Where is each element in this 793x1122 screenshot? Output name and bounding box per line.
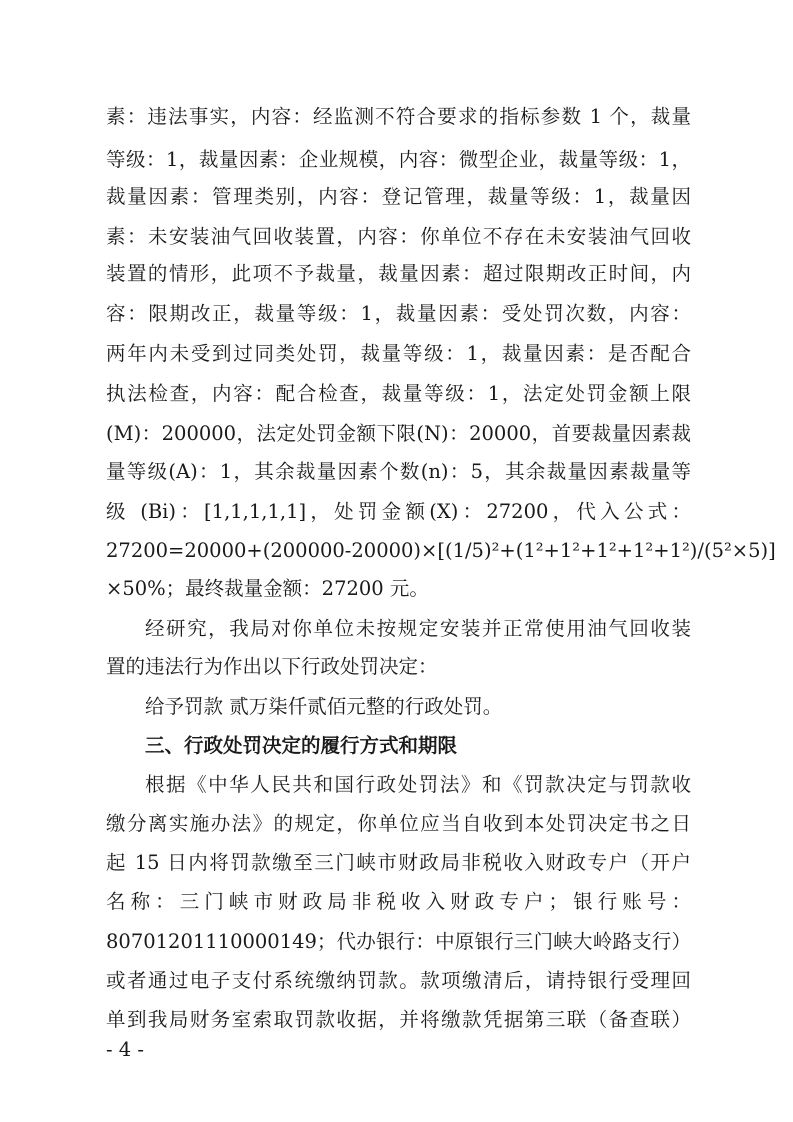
body-line-1: 素：违法事实，内容：经监测不符合要求的指标参数 1 个，裁量	[106, 105, 691, 128]
body-line-21: 名称：三门峡市财政局非税收入财政专户；银行账号：	[106, 890, 691, 913]
body-line-2: 等级：1，裁量因素：企业规模，内容：微型企业，裁量等级：1，	[106, 148, 691, 171]
body-line-4: 素：未安装油气回收装置，内容：你单位不存在未安装油气回收	[106, 225, 691, 248]
body-line-20: 起 15 日内将罚款缴至三门峡市财政局非税收入财政专户（开户	[106, 851, 691, 874]
body-line-23: 或者通过电子支付系统缴纳罚款。款项缴清后，请持银行受理回	[106, 969, 691, 992]
body-line-9: (M)：200000，法定处罚金额下限(N)：20000，首要裁量因素裁	[106, 422, 691, 445]
body-line-19: 缴分离实施办法》的规定，你单位应当自收到本处罚决定书之日	[106, 812, 691, 835]
body-line-18: 根据《中华人民共和国行政处罚法》和《罚款决定与罚款收	[145, 773, 691, 796]
page-number: - 4 -	[106, 1038, 144, 1061]
body-line-3: 裁量因素：管理类别，内容：登记管理，裁量等级：1，裁量因	[106, 185, 691, 208]
body-line-7: 两年内未受到过同类处罚，裁量等级：1，裁量因素：是否配合	[106, 342, 691, 365]
body-line-11: 级 (Bi)：[1,1,1,1,1]，处罚金额(X)：27200，代入公式：	[106, 500, 691, 523]
penalty-decision-line: 给予罚款 贰万柒仟贰佰元整的行政处罚。	[145, 695, 503, 718]
body-line-10: 量等级(A)：1，其余裁量因素个数(n)：5，其余裁量因素裁量等	[106, 460, 691, 483]
formula-line: 27200=20000+(200000-20000)×[(1/5)²+(1²+1²+1²+1²+1²)/(5²×5)]	[106, 539, 776, 562]
body-line-22: 80701201110000149；代办银行：中原银行三门峡大岭路支行）	[106, 930, 691, 953]
body-line-8: 执法检查，内容：配合检查，裁量等级：1，法定处罚金额上限	[106, 382, 691, 405]
body-line-14: 经研究，我局对你单位未按规定安装并正常使用油气回收装	[145, 617, 691, 640]
body-line-6: 容：限期改正，裁量等级：1，裁量因素：受处罚次数，内容：	[106, 302, 691, 325]
body-line-5: 装置的情形，此项不予裁量，裁量因素：超过限期改正时间，内	[106, 262, 691, 285]
body-line-13: ×50%；最终裁量金额：27200 元。	[106, 577, 429, 600]
body-line-24: 单到我局财务室索取罚款收据，并将缴款凭据第三联（备查联）	[106, 1008, 691, 1031]
body-line-15: 置的违法行为作出以下行政处罚决定：	[106, 655, 438, 678]
section-heading: 三、行政处罚决定的履行方式和期限	[145, 734, 458, 757]
